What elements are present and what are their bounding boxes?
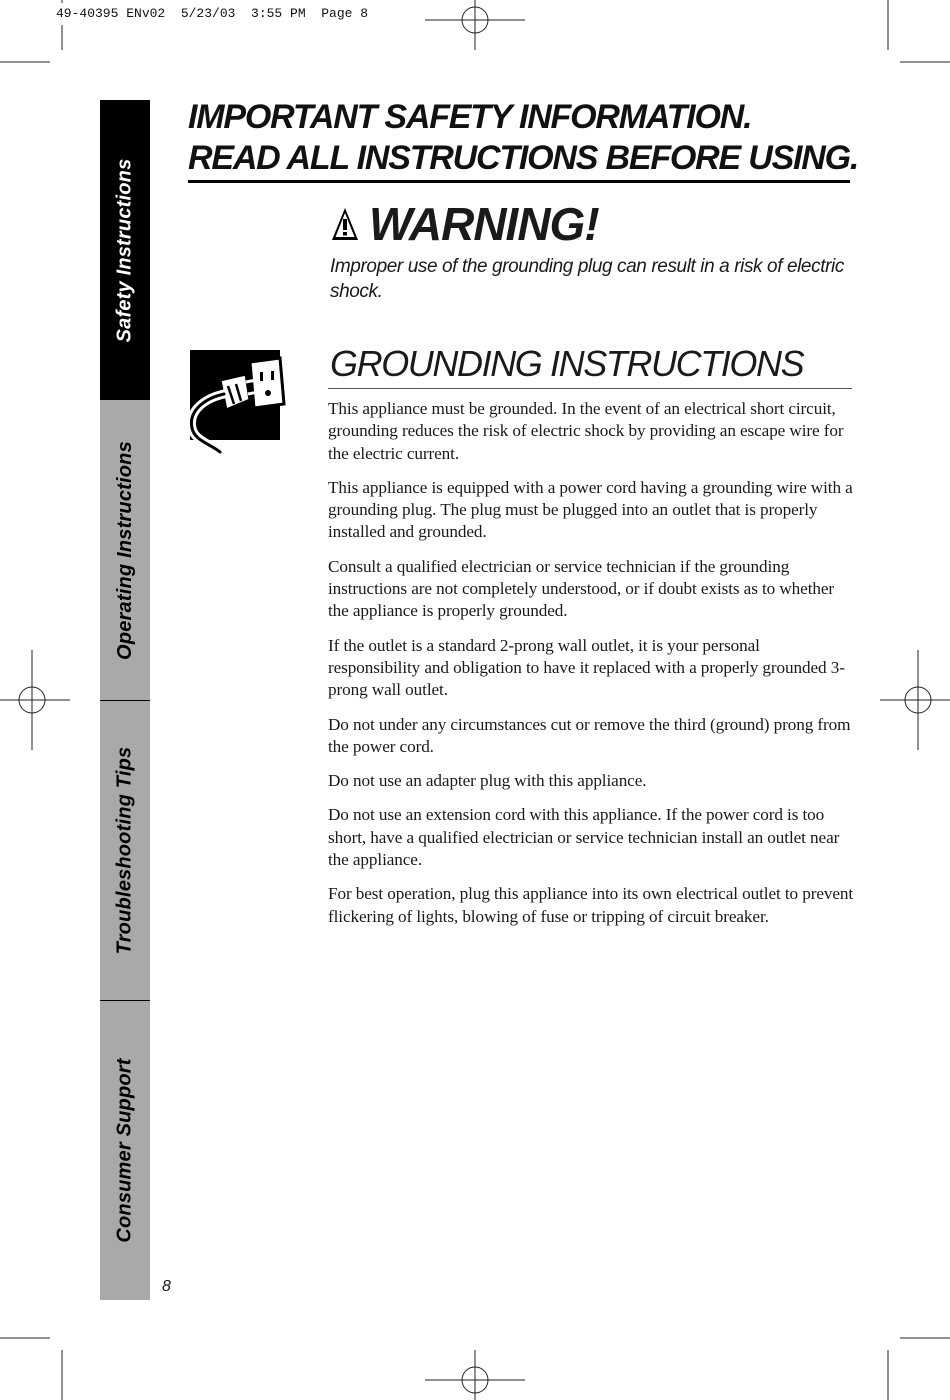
paragraph: Do not use an adapter plug with this appliance. — [328, 771, 647, 791]
paragraph: If the outlet is a standard 2-prong wall outlet, it is your personal responsibility and obligation to have it replaced with a properly grounded 3-prong wall outlet. — [328, 635, 845, 700]
paragraph: For best operation, plug this appliance into its own electrical outlet to prevent flickering of lights, blowing of fuse or tripping of circuit breaker. — [328, 884, 854, 926]
tab-label: Safety Instructions — [113, 158, 136, 342]
section-title: GROUNDING INSTRUCTIONS — [330, 343, 804, 384]
title-rule — [188, 180, 850, 183]
tab-safety-instructions[interactable] — [100, 100, 150, 400]
paragraph: Consult a qualified electrician or service technician if the grounding instructions are not completely understood, or if doubt exists as to whether the appliance is properly grounded. — [328, 556, 835, 621]
tab-label: Operating Instructions — [113, 440, 136, 660]
grounded-plug-outlet-icon — [180, 348, 290, 458]
page-title — [188, 97, 858, 179]
paragraph: This appliance must be grounded. In the event of an electrical short circuit, grounding reduces the risk of electric shock by providing an escape wire for the electric current. — [328, 399, 844, 463]
warning-text: Improper use of the grounding plug can result in a risk of electric shock. — [330, 256, 844, 302]
paragraph: Do not use an extension cord with this appliance. If the power cord is too short, have a qualified electrician or service technician install an outlet near the appliance. — [328, 805, 840, 870]
paragraph: Do not under any circumstances cut or remove the third (ground) prong from the power cord. — [328, 714, 851, 756]
print-slug: 49-40395 ENv02 5/23/03 3:55 PM Page 8 — [52, 3, 372, 25]
tab-consumer-support[interactable] — [100, 1001, 150, 1300]
section-rule — [328, 388, 852, 389]
warning-title: WARNING! — [369, 198, 599, 250]
tab-troubleshooting-tips[interactable] — [100, 701, 150, 1000]
page-number: 8 — [162, 1278, 171, 1295]
tab-label: Troubleshooting Tips — [113, 746, 136, 955]
tab-label: Consumer Support — [113, 1058, 136, 1243]
paragraph: This appliance is equipped with a power cord having a grounding wire with a grounding plug. The plug must be plugged into an outlet that is properly installed and grounded. — [328, 477, 853, 542]
page-title-line-1: IMPORTANT SAFETY INFORMATION. — [188, 98, 752, 136]
page-title-line-2: READ ALL INSTRUCTIONS BEFORE USING. — [188, 139, 859, 177]
warning-block — [330, 198, 850, 304]
tab-operating-instructions[interactable] — [100, 400, 150, 700]
grounding-instructions-body — [328, 398, 856, 940]
warning-heading — [330, 198, 850, 250]
warning-triangle-icon — [330, 206, 360, 242]
